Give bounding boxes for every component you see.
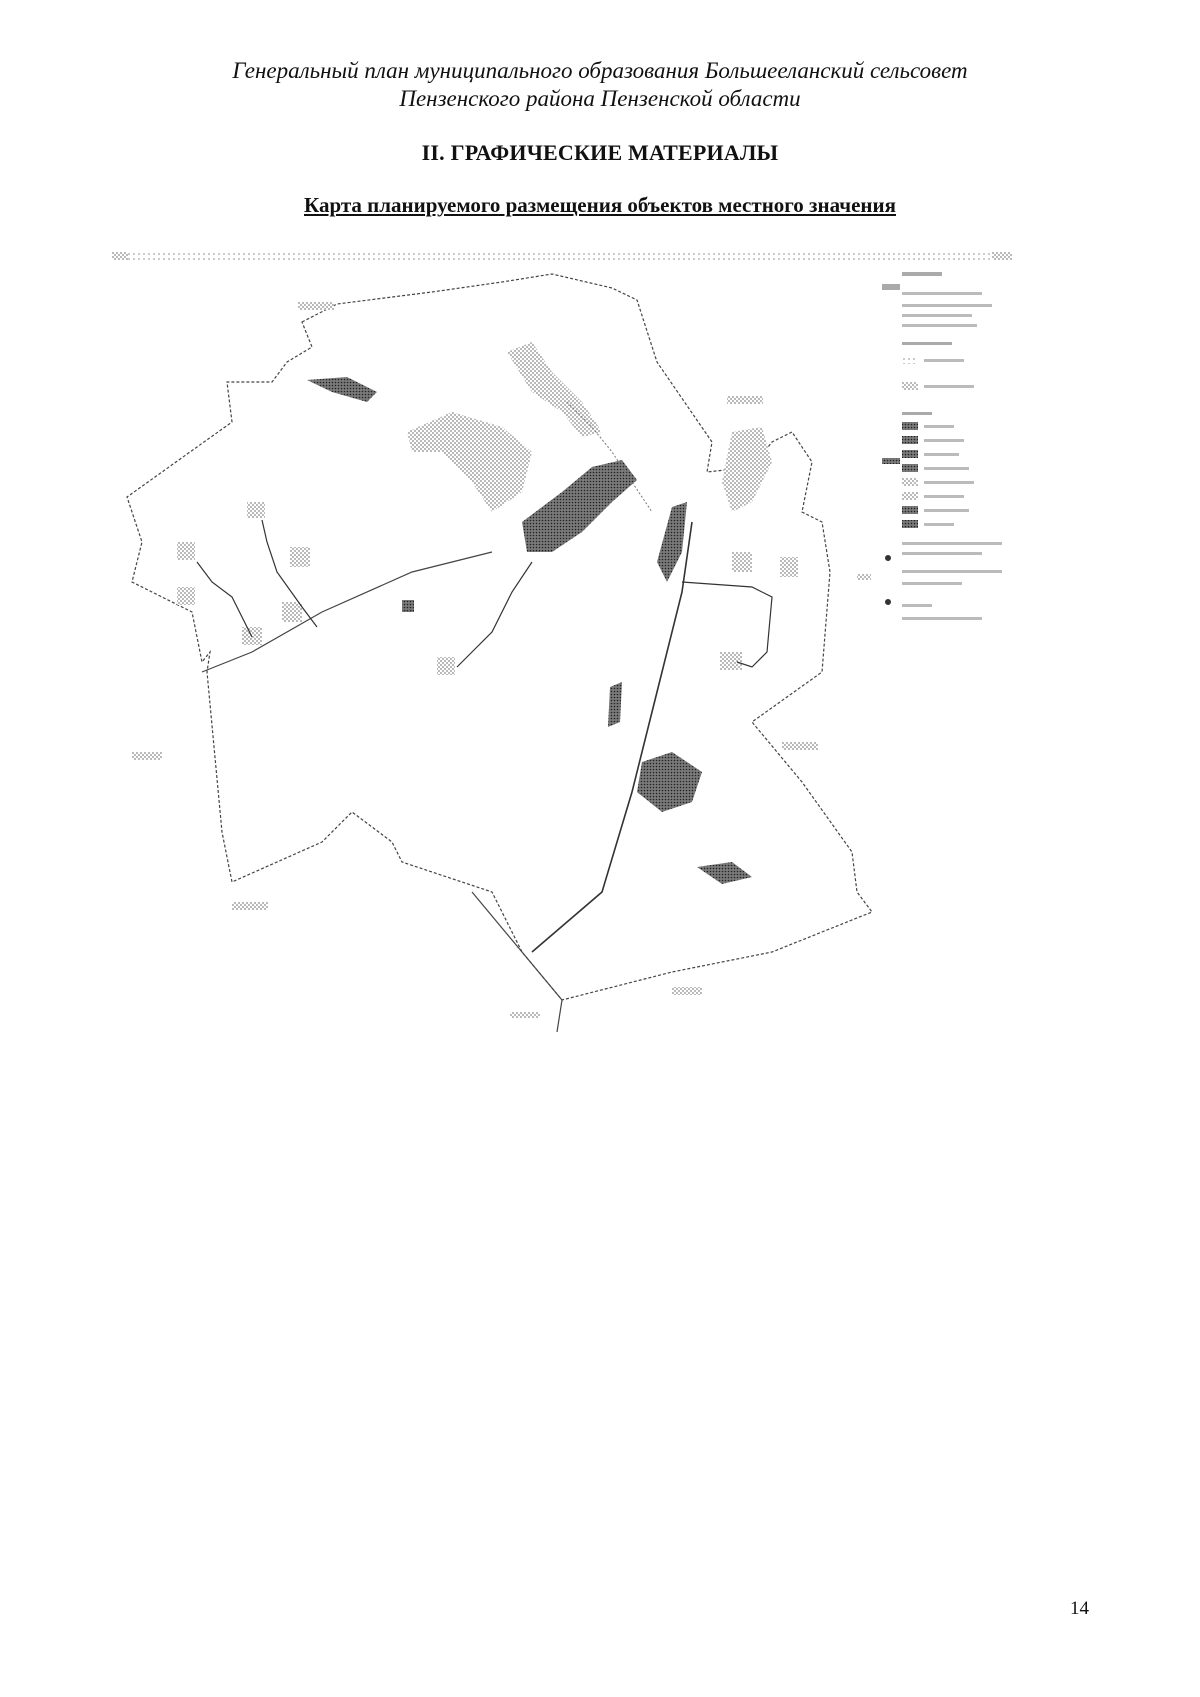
section-title: II. ГРАФИЧЕСКИЕ МАТЕРИАЛЫ: [421, 140, 779, 165]
map-banner: [112, 252, 1012, 262]
map-banner-corner-right: [992, 252, 1012, 260]
neighbor-label-bottom: [510, 1012, 540, 1018]
planned-object-2: [177, 542, 195, 560]
neighbor-label-nw: [298, 302, 334, 310]
planned-object-11: [402, 600, 414, 612]
planned-object-5: [282, 602, 302, 622]
map-banner-corner-left: [112, 252, 128, 260]
planned-object-10: [720, 652, 742, 670]
neighbor-label-sw: [232, 902, 268, 910]
settlement-center-small: [608, 682, 622, 727]
district-boundary: [127, 274, 872, 1000]
planned-object-1: [247, 502, 265, 518]
planned-object-7: [437, 657, 455, 675]
neighbor-label-ne: [727, 396, 763, 404]
planned-object-4: [177, 587, 195, 605]
neighbor-label-w: [132, 752, 162, 760]
map-legend: [857, 272, 1002, 620]
map-figure: [112, 252, 1102, 1112]
planned-object-3: [290, 547, 310, 567]
neighbor-label-e: [782, 742, 818, 750]
page-number: 14: [1070, 1598, 1089, 1619]
neighbor-label-s: [672, 987, 702, 995]
planned-object-8: [732, 552, 752, 572]
document-header-line1: Генеральный план муниципального образования Большееланский сельсовет: [232, 58, 968, 83]
document-header-line2: Пензенского района Пензенской области: [399, 86, 801, 111]
map-svg: [112, 252, 1102, 1112]
map-title: Карта планируемого размещения объектов местного значения: [304, 193, 896, 217]
planned-object-9: [780, 557, 798, 577]
